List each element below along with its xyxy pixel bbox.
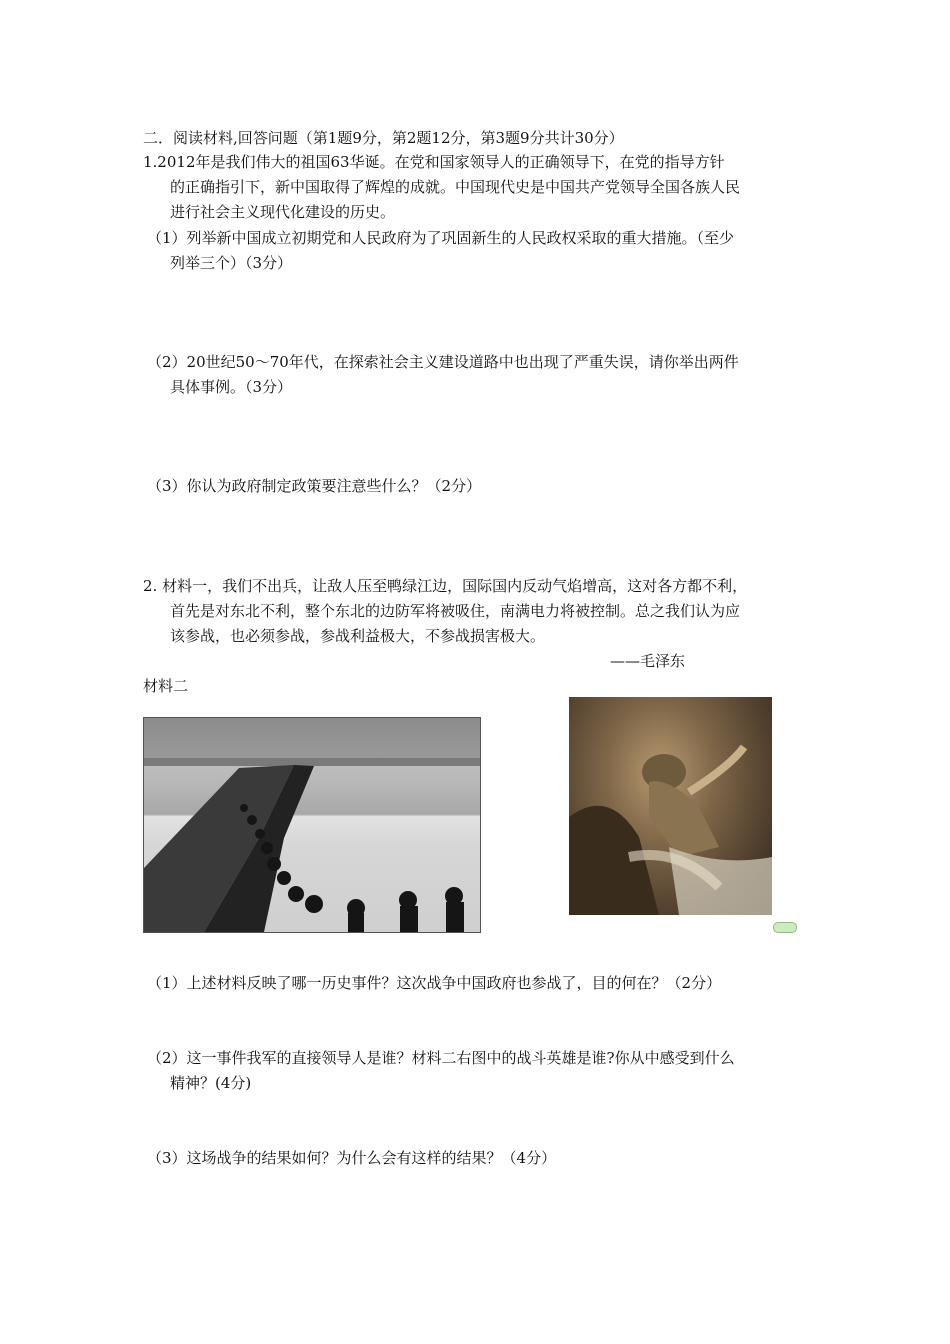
hero-painting-illustration bbox=[569, 697, 772, 915]
q2-line-2: 首先是对东北不利，整个东北的边防军将被吸住，南满电力将被控制。总之我们认为应 bbox=[170, 602, 741, 620]
q2-sub1: （1）上述材料反映了哪一历史事件？这次战争中国政府也参战了，目的何在？（2分） bbox=[147, 974, 722, 992]
q1-sub1-line-2: 列举三个）（3分） bbox=[170, 254, 293, 272]
painting-combat-hero bbox=[569, 697, 772, 915]
q2-line-3: 该参战，也必须参战，参战利益极大，不参战损害极大。 bbox=[170, 627, 546, 645]
bridge-photo-illustration bbox=[144, 718, 480, 932]
material2-label: 材料二 bbox=[143, 677, 189, 695]
q2-sub3: （3）这场战争的结果如何？为什么会有这样的结果？（4分） bbox=[147, 1149, 557, 1167]
q2-sub2-line-1: （2）这一事件我军的直接领导人是谁？材料二右图中的战斗英雄是谁?你从中感受到什么 bbox=[147, 1049, 735, 1067]
q2-line-1: 2. 材料一，我们不出兵，让敌人压至鸭绿江边，国际国内反动气焰增高，这对各方都不利， bbox=[143, 577, 748, 595]
quote-attribution: ——毛泽东 bbox=[610, 652, 686, 670]
q1-line-1: 1.2012年是我们伟大的祖国63华诞。在党和国家领导人的正确领导下，在党的指导方针 bbox=[143, 153, 725, 171]
q1-line-2: 的正确指引下，新中国取得了辉煌的成就。中国现代史是中国共产党领导全国各族人民 bbox=[170, 178, 741, 196]
q2-sub2-line-2: 精神？(4分) bbox=[170, 1074, 252, 1092]
watermark-badge bbox=[773, 922, 797, 933]
q1-sub1-line-1: （1）列举新中国成立初期党和人民政府为了巩固新生的人民政权采取的重大措施。（至少 bbox=[147, 229, 735, 247]
q1-sub2-line-2: 具体事例。（3分） bbox=[170, 378, 293, 396]
section-title: 二．阅读材料,回答问题（第1题9分，第2题12分，第3题9分共计30分） bbox=[143, 129, 624, 147]
q1-line-3: 进行社会主义现代化建设的历史。 bbox=[170, 203, 396, 221]
q1-sub3: （3）你认为政府制定政策要注意些什么？（2分） bbox=[147, 477, 482, 495]
q1-sub2-line-1: （2）20世纪50～70年代，在探索社会主义建设道路中也出现了严重失误，请你举出两件 bbox=[147, 353, 739, 371]
photo-troops-crossing-bridge bbox=[143, 717, 481, 933]
